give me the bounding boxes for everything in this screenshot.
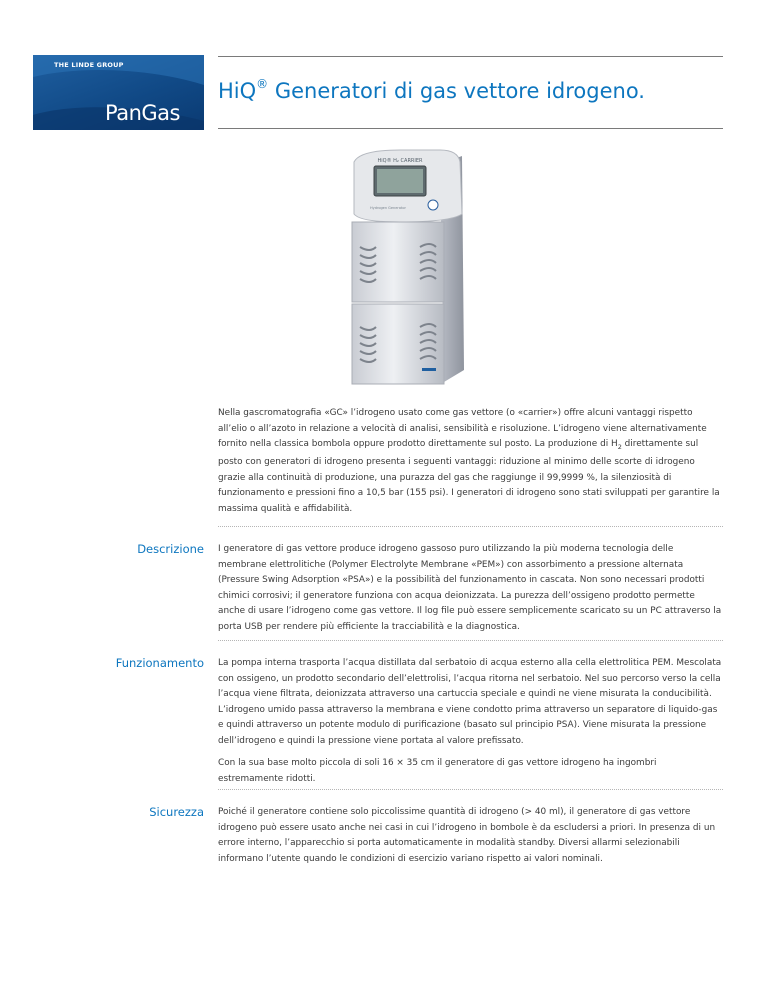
title-brand: HiQ [218,79,257,103]
hydrogen-generator-product-image [340,142,470,394]
intro-paragraph [218,406,723,517]
device-upper-body [352,222,444,302]
device-subtitle-label: Hydrogen Generator [370,206,406,210]
page-title [218,79,645,103]
intro-subscript: 2 [617,442,622,451]
linde-group-label: THE LINDE GROUP [54,61,124,69]
device-brand-plate [422,368,436,371]
section-text-funzionamento: La pompa interna trasporta l’acqua distillata dal serbatoio di acqua esterno alla cella elettrolitica PEM. Mescolata con ossigeno, un prodotto secondario dell’elettrolisi, l’acqua ritorna nel serbatoio. Nel suo percorso verso la cella l’acqua viene filtrata, deionizzata attraverso una cartuccia speciale e quindi ne viene misurata la conducibilità. L’idrogeno umido passa attraverso la membrana e viene condotto prima attraverso un separatore di liquido-gas e quindi attraverso un potente modulo di purificazione (basato sul principio PSA). Viene misurata la pressione dell’idrogeno e quindi la pressione viene portata al valore prefissato. [218,658,722,746]
brand-name: PanGas [105,101,180,125]
device-model-label: HiQ® H₂ CARRIER [377,158,423,164]
title-text: Generatori di gas vettore idrogeno. [268,79,645,103]
title-registered-mark: ® [256,77,269,91]
pangas-logo [33,55,204,130]
header-bottom-rule [218,128,723,129]
section-divider [218,789,723,790]
section-divider [218,640,723,641]
section-text-funzionamento-note: Con la sua base molto piccola di soli 16 × 35 cm il generatore di gas vettore idrogeno ha ingombri estremamente ridotti. [218,758,657,784]
device-lower-body [352,304,444,384]
section-divider [218,526,723,527]
device-display-screen [377,169,423,193]
section-label-descrizione: Descrizione [137,542,204,556]
intro-text-part1: Nella gascromatografia «GC» l’idrogeno usato come gas vettore (o «carrier») offre alcuni vantaggi rispetto all’elio o all’azoto in relazione a velocità di analisi, sensibilità e risoluzione. L’idrogeno viene alternativamente fornito nella classica bombola oppure prodotto direttamente sul posto. La produzione di H [218,408,707,449]
section-label-funzionamento: Funzionamento [115,656,204,670]
device-logo-badge [428,200,438,210]
section-text-descrizione: I generatore di gas vettore produce idrogeno gassoso puro utilizzando la più moderna tecnologia delle membrane elettrolitiche (Polymer Electrolyte Membrane «PEM») con assorbimento a pressione alternata (Pressure Swing Adsorption «PSA») e la possibilità del funzionamento in cascata. Non sono necessari prodotti chimici corrosivi; il generatore funziona con acqua deionizzata. La purezza dell’ossigeno prodotto permette anche di usare l’idrogeno come gas vettore. Il log file può essere semplicemente scaricato su un PC attraverso la porta USB per rendere più efficiente la tracciabilità e la diagnostica. [218,544,722,632]
header-top-rule [218,56,723,57]
section-text-sicurezza: Poiché il generatore contiene solo piccolissime quantità di idrogeno (> 40 ml), il generatore di gas vettore idrogeno può essere usato anche nei casi in cui l’idrogeno in bombole è da escludersi a priori. In presenza di un errore interno, l’apparecchio si porta automaticamente in modalità standby. Diversi allarmi selezionabili informano l’utente quando le condizioni di esercizio variano rispetto ai valori nominali. [218,807,716,864]
intro-text-part2: direttamente sul posto con generatori di idrogeno presenta i seguenti vantaggi: riduzione al minimo delle scorte di idrogeno grazie alla continuità di produzione, una purazza del gas che raggiunge il 99,9999 %, la silenziosità di funzionamento e pressioni fino a 10,5 bar (155 psi). I generatori di idrogeno sono stati sviluppati per garantire la massima qualità e affidabilità. [218,439,720,514]
section-label-sicurezza: Sicurezza [149,805,204,819]
